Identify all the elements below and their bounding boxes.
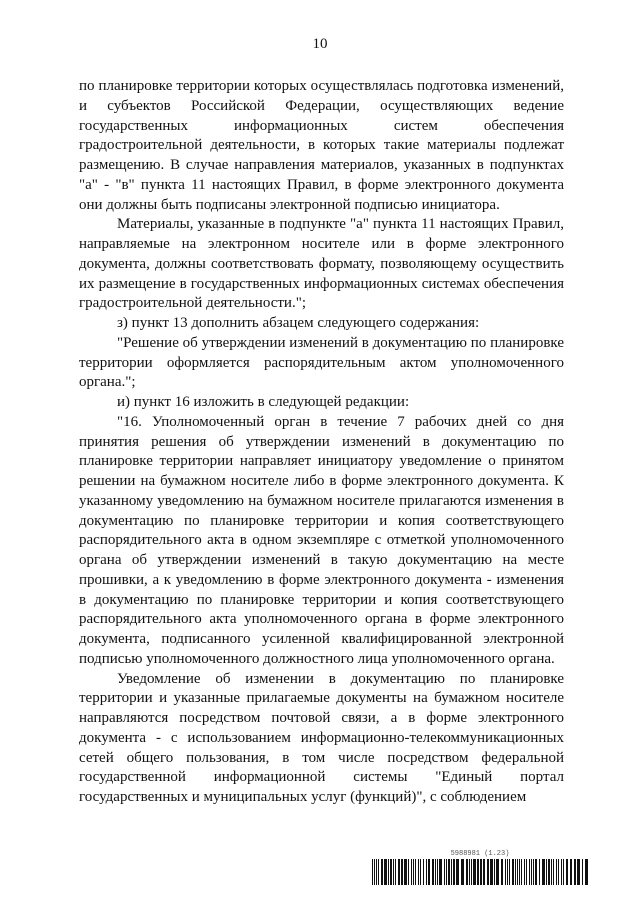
- document-barcode: [372, 850, 588, 890]
- barcode-label: 5988981 (1.23): [450, 850, 510, 858]
- barcode-image: [372, 859, 588, 885]
- paragraph-item-z: з) пункт 13 дополнить абзацем следующего содержания:: [117, 315, 480, 331]
- paragraph-item-i: и) пункт 16 изложить в следующей редакции:: [117, 394, 410, 410]
- page-number: 10: [312, 36, 328, 52]
- paragraph-point-16: "16. Уполномоченный орган в течение 7 рабочих дней со дня принятия решения об утверждении изменений в документацию по планировке территории направляет инициатору уведомление о принятом решении на бумажном носителе либо в форме электронного документа. К указанному уведомлению на бумажном носителе прилагаются изменения в документацию по планировке территории и копия соответствующего распорядительного акта в одном экземпляре с отметкой уполномоченного органа об утверждении изменений в такую документацию на месте прошивки, а к уведомлению в форме электронного документа - изменения в документацию по планировке территории и копия соответствующего распорядительного акта уполномоченного органа в форме электронного документа, подписанного усиленной квалифицированной электронной подписью уполномоченного должностного лица уполномоченного органа.: [79, 413, 564, 667]
- paragraph-materials: Материалы, указанные в подпункте "а" пункта 11 настоящих Правил, направляемые на электронном носителе или в форме электронного документа, должны соответствовать формату, позволяющему осуществить их размещение в государственных информационных системах обеспечения градостроительной деятельности.";: [79, 216, 564, 312]
- paragraph-notification: Уведомление об изменении в документацию по планировке территории и указанные прилагаемые документы на бумажном носителе направляются посредством почтовой связи, а в форме электронного документа - с использованием информационно-телекоммуникационных сетей общего пользования, в том числе посредством федеральной государственной информационной системы "Единый портал государственных и муниципальных услуг (функций)", с соблюдением: [79, 670, 564, 805]
- paragraph-decision: "Решение об утверждении изменений в документацию по планировке территории оформляется распорядительным актом уполномоченного органа.";: [79, 334, 564, 391]
- document-body: [79, 77, 564, 808]
- paragraph-continuation: по планировке территории которых осуществлялась подготовка изменений, и субъектов Российской Федерации, осуществляющих ведение государственных информационных систем обеспечения градостроительной деятельности, в которых такие материалы подлежат размещению. В случае направления материалов, указанных в подпунктах "а" - "в" пункта 11 настоящих Правил, в форме электронного документа они должны быть подписаны электронной подписью инициатора.: [79, 78, 564, 213]
